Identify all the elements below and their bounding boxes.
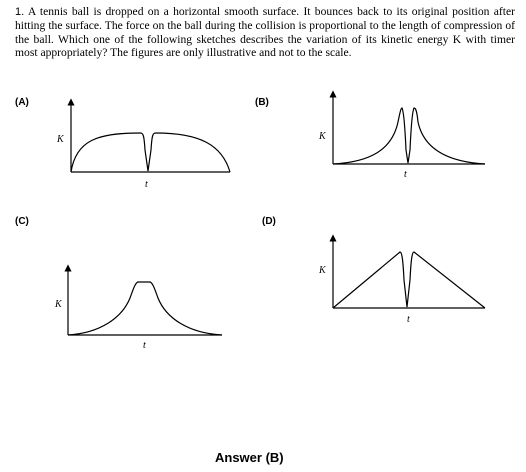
graph-a: [56, 102, 230, 190]
graph-b: [318, 94, 485, 180]
graph-c-y-label: K: [55, 299, 62, 310]
option-b-label: (B): [255, 97, 269, 108]
graph-a-y-label: K: [57, 134, 64, 145]
option-a-label: (A): [15, 97, 29, 108]
answer-text: Answer (B): [215, 450, 284, 465]
question-body: A tennis ball is dropped on a horizontal smooth surface. It bounces back to its original position after hitting the surface. The force on the ball during the collision is proportional to the length of compression of the ball. Which one of the following sketches describes the variation of its kinetic energy K with timer most appropriately? The figures are only illustrative and not to the scale.: [15, 5, 515, 59]
graph-a-x-label: t: [145, 179, 148, 190]
question-number: 1.: [15, 6, 25, 18]
graph-c-curve: [68, 282, 222, 335]
graph-c: [54, 268, 222, 351]
graph-b-y-label: K: [319, 131, 326, 142]
graph-b-x-label: t: [404, 169, 407, 180]
graph-d: [318, 238, 485, 325]
graph-d-curve: [333, 252, 485, 308]
graph-b-curve: [333, 108, 485, 164]
graph-d-y-label: K: [319, 265, 326, 276]
graph-a-curve: [71, 133, 230, 172]
option-d-label: (D): [262, 216, 276, 227]
option-c-label: (C): [15, 216, 29, 227]
graph-d-x-label: t: [407, 314, 410, 325]
graph-c-x-label: t: [143, 340, 146, 351]
